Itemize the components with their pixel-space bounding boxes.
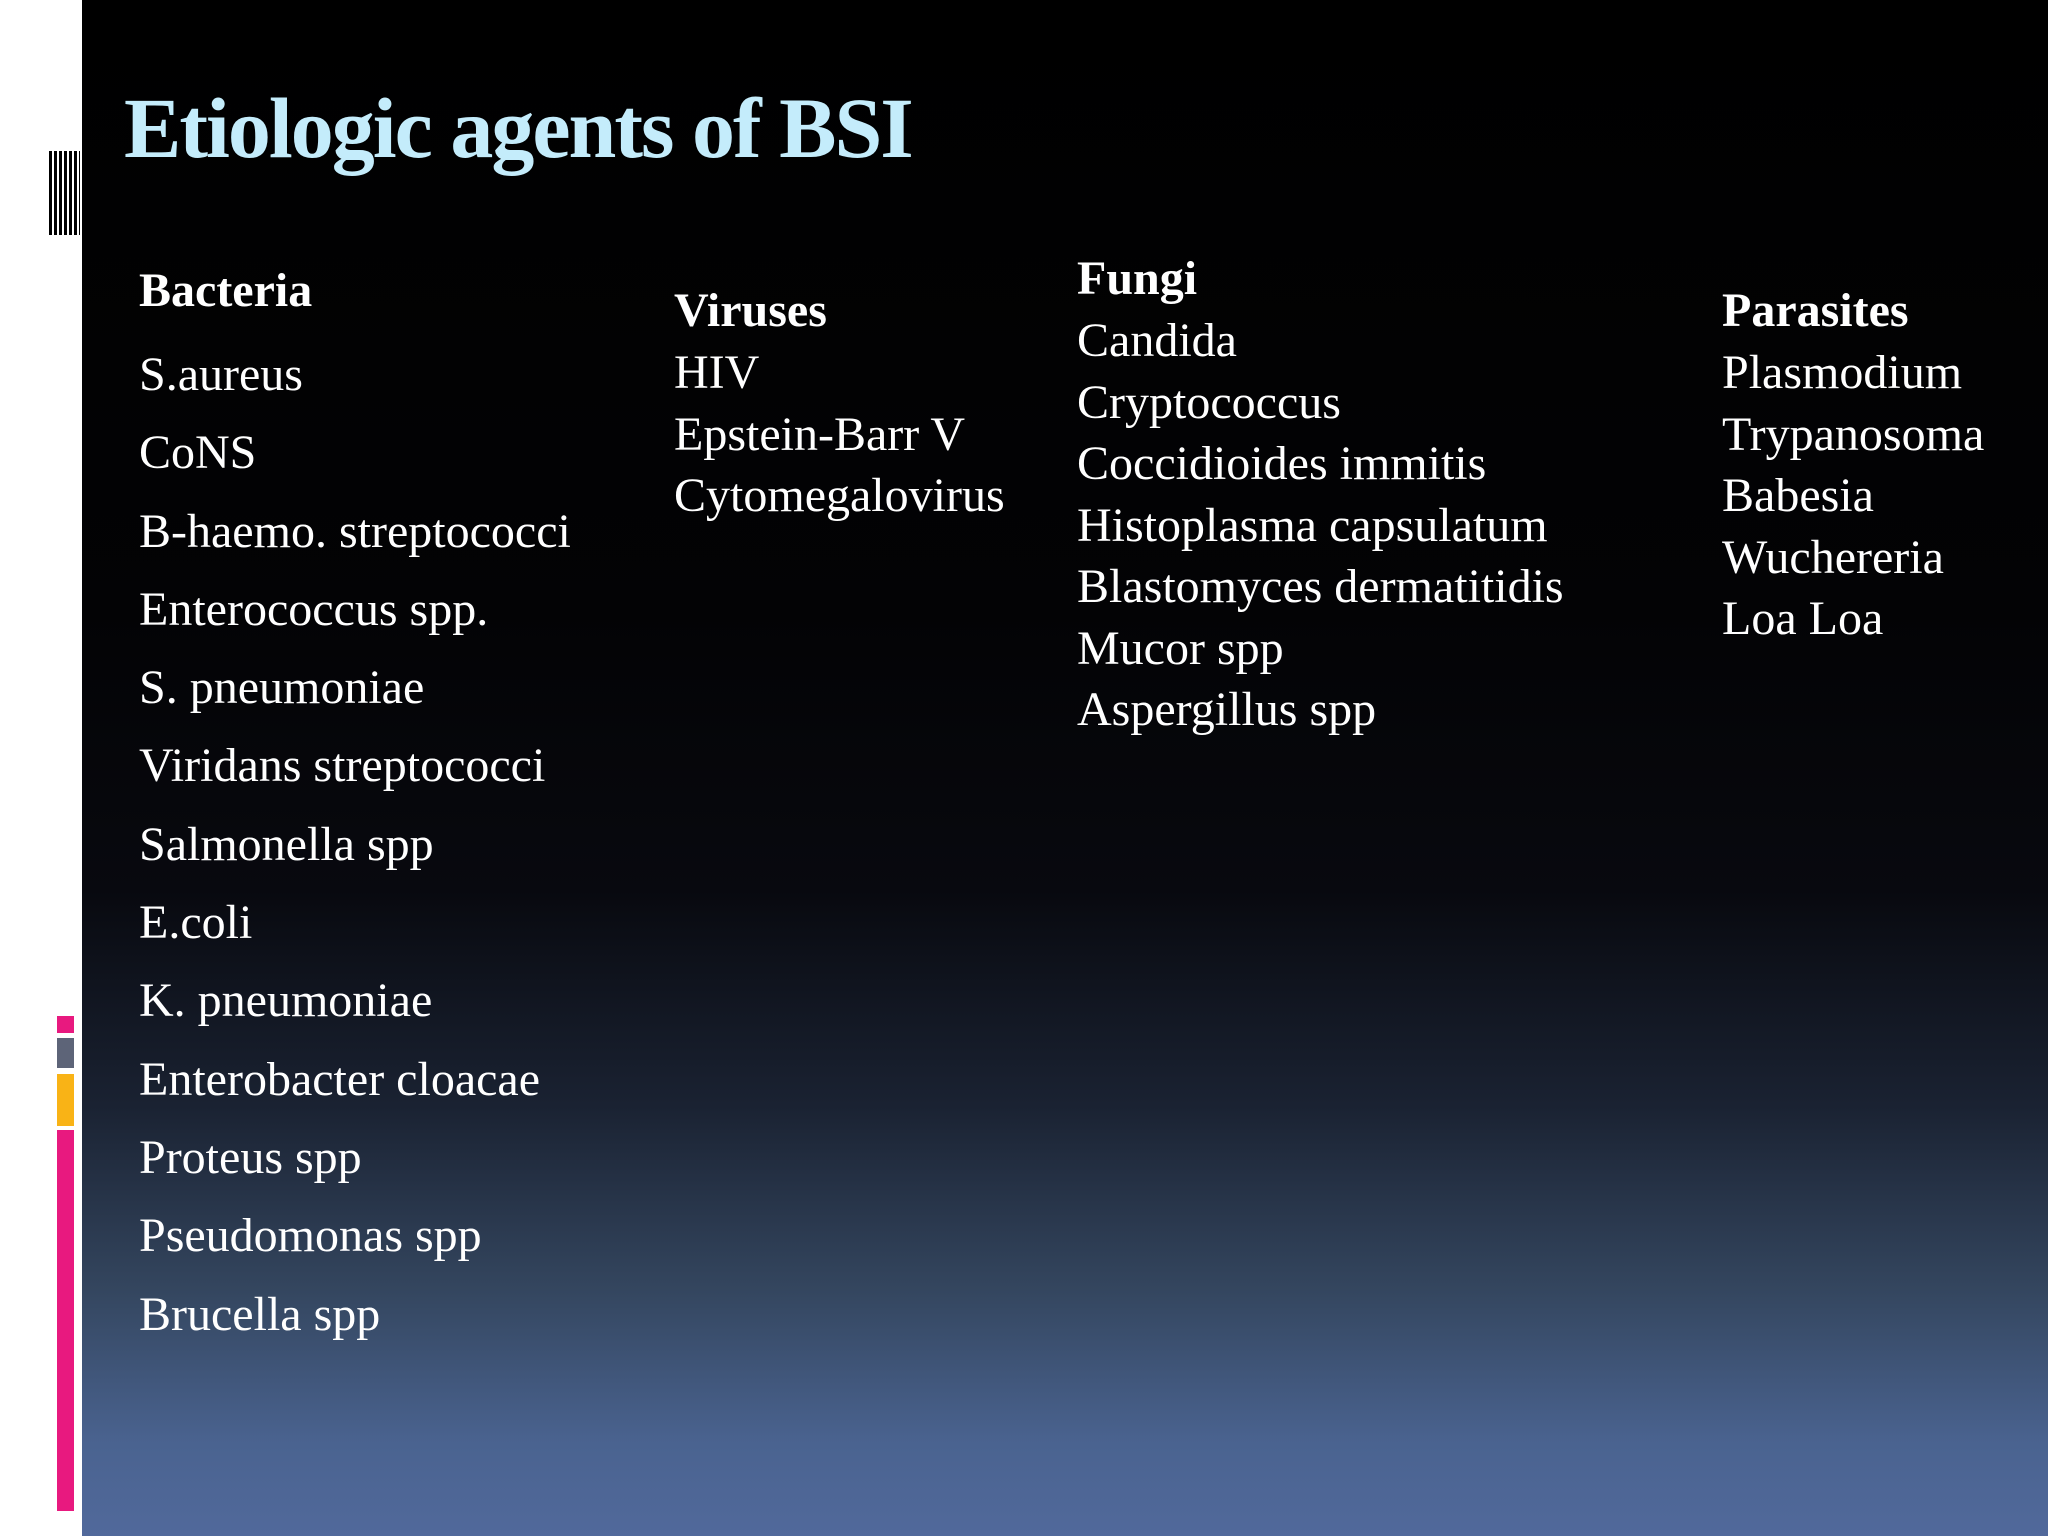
viruses-list bbox=[674, 342, 1005, 527]
fungi-column bbox=[1077, 248, 1564, 741]
bacteria-item: K. pneumoniae bbox=[139, 974, 433, 1028]
parasite-item: Trypanosoma bbox=[1722, 407, 1985, 461]
fungus-item: Coccidioides immitis bbox=[1077, 437, 1487, 490]
parasite-item: Loa Loa bbox=[1722, 592, 1884, 645]
fungi-heading: Fungi bbox=[1077, 252, 1198, 305]
bacteria-item: S. pneumoniae bbox=[139, 661, 425, 715]
virus-item: Epstein-Barr V bbox=[674, 407, 966, 461]
viruses-heading: Viruses bbox=[674, 284, 827, 337]
bacteria-heading: Bacteria bbox=[139, 264, 313, 317]
bacteria-item: Salmonella spp bbox=[139, 817, 434, 871]
fungus-item: Histoplasma capsulatum bbox=[1077, 498, 1548, 552]
decorative-bar-pink-long bbox=[57, 1130, 74, 1511]
viruses-column bbox=[674, 280, 1005, 527]
bacteria-list bbox=[139, 336, 571, 1354]
bacteria-item: Proteus spp bbox=[139, 1130, 362, 1184]
fungi-list bbox=[1077, 310, 1564, 741]
parasite-item: Babesia bbox=[1722, 469, 1874, 522]
decorative-bar-gray bbox=[57, 1038, 74, 1068]
bacteria-item: CoNS bbox=[139, 426, 257, 480]
parasite-item: Wuchereria bbox=[1722, 530, 1944, 584]
fungus-item: Candida bbox=[1077, 314, 1237, 367]
fungus-item: Aspergillus spp bbox=[1077, 683, 1377, 736]
parasites-list bbox=[1722, 342, 1984, 650]
parasite-item: Plasmodium bbox=[1722, 346, 1963, 399]
bacteria-column bbox=[139, 258, 571, 1354]
decorative-bar-yellow bbox=[57, 1074, 74, 1126]
decorative-bar-pink-small bbox=[57, 1016, 74, 1033]
fungus-item: Blastomyces dermatitidis bbox=[1077, 560, 1564, 613]
bacteria-item: S.aureus bbox=[139, 348, 303, 401]
virus-item: Cytomegalovirus bbox=[674, 469, 1005, 522]
bacteria-item: Enterobacter cloacae bbox=[139, 1052, 541, 1106]
bacteria-item: E.coli bbox=[139, 896, 253, 950]
virus-item: HIV bbox=[674, 346, 760, 399]
parasites-column bbox=[1722, 280, 1984, 650]
bacteria-item: Viridans streptococci bbox=[139, 739, 546, 793]
bacteria-item: Pseudomonas spp bbox=[139, 1209, 482, 1263]
bacteria-item: Enterococcus spp. bbox=[139, 582, 489, 636]
decorative-stripes bbox=[49, 151, 80, 235]
fungus-item: Mucor spp bbox=[1077, 621, 1284, 675]
bacteria-item: Brucella spp bbox=[139, 1287, 381, 1341]
slide-title: Etiologic agents of BSI bbox=[124, 80, 912, 176]
fungus-item: Cryptococcus bbox=[1077, 375, 1341, 429]
bacteria-item: B-haemo. streptococci bbox=[139, 504, 571, 558]
parasites-heading: Parasites bbox=[1722, 284, 1909, 337]
